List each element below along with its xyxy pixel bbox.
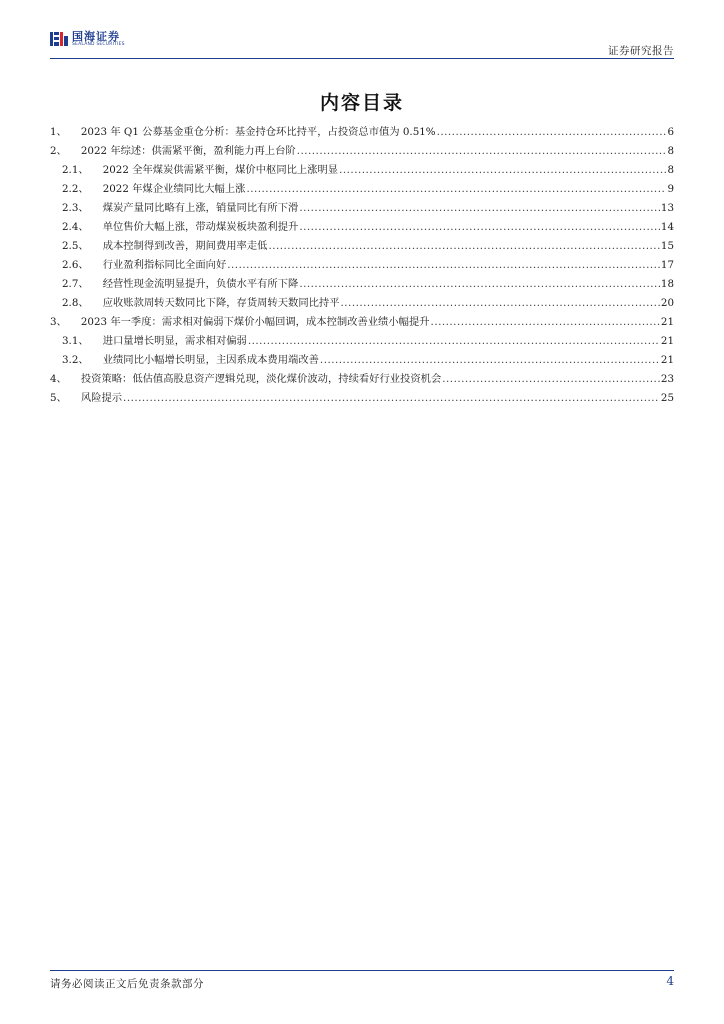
toc-entry-title: 2022 年综述：供需紧平衡，盈利能力再上台阶: [80, 145, 296, 157]
toc-entry-page: 13: [660, 202, 674, 214]
toc-entry-title: 行业盈利指标同比全面向好: [102, 259, 227, 271]
page-number: 4: [666, 974, 674, 988]
table-of-contents: [50, 123, 674, 408]
toc-entry[interactable]: [50, 142, 674, 161]
toc-entry-page: 17: [660, 259, 674, 271]
toc-dot-leader: [320, 354, 660, 366]
toc-entry-page: 23: [660, 373, 674, 385]
toc-entry[interactable]: [50, 218, 674, 237]
toc-entry-page: 21: [660, 316, 674, 328]
toc-entry-page: 14: [660, 221, 674, 233]
toc-entry-title: 2022 年煤企业绩同比大幅上涨: [102, 183, 246, 195]
toc-entry-number: 1、: [50, 126, 67, 138]
toc-entry[interactable]: [50, 161, 674, 180]
company-logo: [50, 30, 125, 48]
toc-entry-title: 2023 年 Q1 公募基金重仓分析：基金持仓环比持平，占投资总市值为 0.51%: [80, 126, 436, 138]
toc-title: 内容目录: [319, 92, 404, 114]
toc-dot-leader: [297, 145, 667, 157]
toc-entry-page: 21: [660, 354, 674, 366]
report-type-label: 证券研究报告: [608, 45, 674, 57]
footer-divider: [50, 970, 674, 971]
toc-entry-number: 3.2、: [62, 354, 89, 366]
toc-entry[interactable]: [50, 237, 674, 256]
toc-entry-title: 风险提示: [80, 392, 123, 404]
toc-dot-leader: [123, 392, 660, 404]
toc-dot-leader: [437, 126, 667, 138]
footer-disclaimer: 请务必阅读正文后免责条款部分: [50, 978, 204, 990]
toc-dot-leader: [299, 278, 660, 290]
toc-entry-title: 煤炭产量同比略有上涨，销量同比有所下滑: [102, 202, 299, 214]
toc-entry[interactable]: [50, 294, 674, 313]
toc-dot-leader: [227, 259, 660, 271]
toc-entry-page: 8: [667, 145, 674, 157]
logo-chinese-name: 国海证券: [72, 29, 120, 43]
toc-entry-number: 4、: [50, 373, 67, 385]
toc-entry-number: 2.6、: [62, 259, 89, 271]
toc-entry-title: 应收账款周转天数同比下降，存货周转天数同比持平: [102, 297, 340, 309]
toc-entry-title: 2022 全年煤炭供需紧平衡，煤价中枢同比上涨明显: [102, 164, 339, 176]
toc-entry[interactable]: [50, 180, 674, 199]
toc-entry-number: 3.1、: [62, 335, 89, 347]
toc-entry-title: 经营性现金流明显提升，负债水平有所下降: [102, 278, 299, 290]
toc-entry-page: 25: [660, 392, 674, 404]
toc-entry-page: 21: [660, 335, 674, 347]
toc-entry-title: 成本控制得到改善，期间费用率走低: [102, 240, 268, 252]
toc-entry-page: 8: [667, 164, 674, 176]
toc-entry-title: 进口量增长明显，需求相对偏弱: [102, 335, 247, 347]
toc-entry-page: 15: [660, 240, 674, 252]
toc-entry-number: 2.5、: [62, 240, 89, 252]
toc-entry-page: 20: [660, 297, 674, 309]
toc-entry-number: 2.4、: [62, 221, 89, 233]
toc-dot-leader: [442, 373, 660, 385]
toc-entry-title: 单位售价大幅上涨，带动煤炭板块盈利提升: [102, 221, 299, 233]
toc-dot-leader: [341, 297, 660, 309]
sealand-logo-icon: [50, 30, 68, 48]
toc-entry-number: 2.1、: [62, 164, 89, 176]
toc-entry-number: 2.3、: [62, 202, 89, 214]
toc-entry[interactable]: [50, 275, 674, 294]
toc-entry-number: 5、: [50, 392, 67, 404]
toc-entry-number: 2.7、: [62, 278, 89, 290]
toc-entry[interactable]: [50, 123, 674, 142]
toc-dot-leader: [246, 183, 666, 195]
toc-entry-page: 6: [667, 126, 674, 138]
toc-dot-leader: [339, 164, 666, 176]
toc-entry[interactable]: [50, 313, 674, 332]
toc-entry-number: 2、: [50, 145, 67, 157]
toc-entry[interactable]: [50, 332, 674, 351]
toc-dot-leader: [299, 221, 660, 233]
logo-english-name: SEALAND SECURITIES: [72, 41, 125, 47]
toc-entry-title: 投资策略：低估值高股息资产逻辑兑现，淡化煤价波动，持续看好行业投资机会: [80, 373, 442, 385]
toc-dot-leader: [268, 240, 659, 252]
toc-entry-number: 3、: [50, 316, 67, 328]
toc-entry-title: 业绩同比小幅增长明显，主因系成本费用端改善: [102, 354, 319, 366]
toc-entry-page: 18: [660, 278, 674, 290]
toc-entry-title: 2023 年一季度：需求相对偏弱下煤价小幅回调，成本控制改善业绩小幅提升: [80, 316, 430, 328]
toc-entry-number: 2.8、: [62, 297, 89, 309]
toc-entry[interactable]: [50, 389, 674, 408]
toc-dot-leader: [431, 316, 660, 328]
toc-dot-leader: [299, 202, 660, 214]
page-header: [50, 30, 674, 58]
toc-entry[interactable]: [50, 256, 674, 275]
toc-entry[interactable]: [50, 351, 674, 370]
toc-entry-page: 9: [667, 183, 674, 195]
header-divider: [50, 58, 674, 59]
toc-dot-leader: [248, 335, 660, 347]
toc-entry[interactable]: [50, 199, 674, 218]
toc-entry[interactable]: [50, 370, 674, 389]
toc-entry-number: 2.2、: [62, 183, 89, 195]
